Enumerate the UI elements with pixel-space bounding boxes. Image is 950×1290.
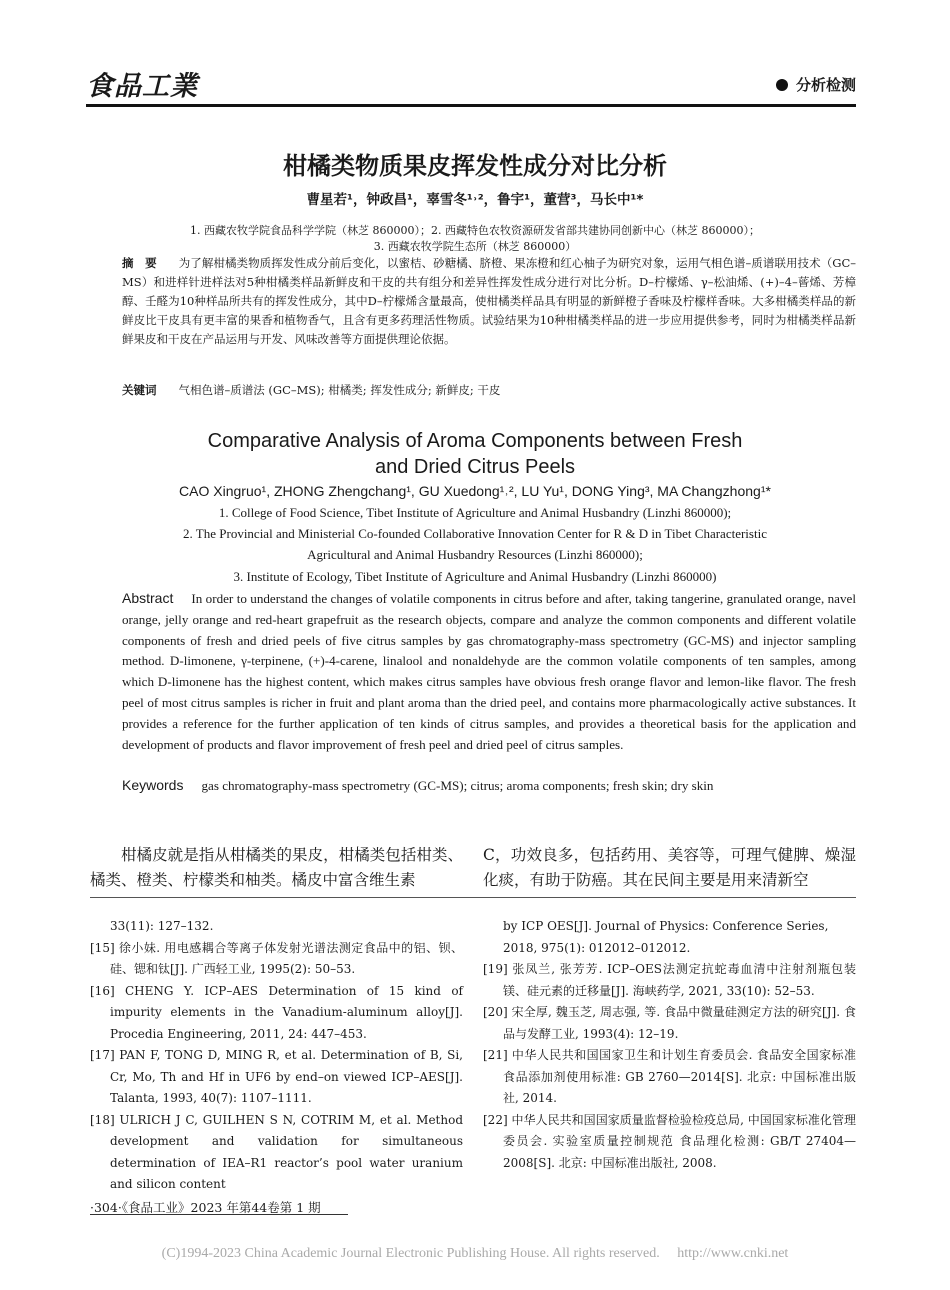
cn-affiliation-line2: 3. 西藏农牧学院生态所（林芝 860000） xyxy=(373,240,577,253)
journal-logo: 食品工業 xyxy=(86,71,198,102)
en-abstract-text: In order to understand the changes of volatile components in citrus before and after, taking tangerine, granulated orange, navel orange, jelly orange and red-heart grapefruit as the research objects, compare and analyze the common components and different volatile components of fresh and dried peels of five citrus samples by gas chromatography-mass spectrometry (GC-MS) and injector sampling method. D-limonene, γ-terpinene, (+)-4-carene, linalool and nonaldehyde are the common volatile components of ten samples, among which D-limonene has the highest content, which makes citrus samples have obvious fresh orange flavor and lemon-like flavor. The fresh peel of most citrus samples is richer in fruit and plant aroma than the dried peel, and contains more pharmacologically active substances. It provides a reference for the further application of ten kinds of citrus samples, and provides a theoretical basis for the application and development of products and flavor improvement of fresh peel and dried peel of citrus samples. xyxy=(122,591,856,752)
references-divider xyxy=(90,897,856,898)
section-tag xyxy=(776,74,856,95)
body-text-left: 柑橘皮就是指从柑橘类的果皮，柑橘类包括柑类、橘类、橙类、柠檬类和柚类。橘皮中富含维生素 xyxy=(90,846,463,889)
bullet-icon xyxy=(776,79,788,91)
en-keywords-label: Keywords xyxy=(122,777,184,793)
reference-item: [19] 张凤兰, 张芳芳. ICP–OES法测定抗蛇毒血清中注射剂瓶包装镁、硅元素的迁移量[J]. 海峡药学, 2021, 33(10): 52–53. xyxy=(483,962,856,998)
references-right xyxy=(483,916,856,1174)
reference-item: [15] 徐小妹. 用电感耦合等离子体发射光谱法测定食品中的铝、钡、硅、锶和钛[J]. 广西轻工业, 1995(2): 50–53. xyxy=(90,940,463,976)
cn-abstract-text: 为了解柑橘类物质挥发性成分前后变化，以蜜桔、砂糖橘、脐橙、果冻橙和红心柚子为研究对象，运用气相色谱–质谱联用技术（GC–MS）和进样针进样法对5种柑橘类样品新鲜皮和干皮的共有组分和差异性挥发性成分进行对比分析。D–柠檬烯、γ–松油烯、(+)–4–蒈烯、芳樟醇、壬醛为10种样品所共有的挥发性成分，其中D–柠檬烯含量最高，使柑橘类样品具有明显的新鲜橙子香味及柠檬样香味。大多柑橘类样品的新鲜皮比干皮具有更丰富的果香和植物香气，且含有更多药理活性物质。试验结果为10种柑橘类样品的进一步应用提供参考，同时为柑橘类样品新鲜果皮和干皮在产品运用与开发、风味改善等方面提供理论依据。 xyxy=(122,256,856,346)
copyright-notice: (C)1994-2023 China Academic Journal Electronic Publishing House. All rights reserved. http://www.cnki.net xyxy=(161,1246,789,1261)
en-affiliation-1: 1. College of Food Science, Tibet Institute of Agriculture and Animal Husbandry (Linzhi 860000); xyxy=(218,505,732,520)
header-rule xyxy=(86,104,856,107)
en-abstract-label: Abstract xyxy=(122,590,174,606)
footer-rule xyxy=(90,1214,348,1215)
cn-abstract-label: 摘 要 xyxy=(122,256,157,270)
cn-keywords-label: 关键词 xyxy=(122,383,157,397)
reference-item: [18] ULRICH J C, GUILHEN S N, COTRIM M, et al. Method development and validation for simultaneous determination of IEA–R1 reactor’s pool water uranium and silicon content xyxy=(90,1112,463,1191)
cn-affiliation-line1: 1. 西藏农牧学院食品科学学院（林芝 860000）；2. 西藏特色农牧资源研发省部共建协同创新中心（林芝 860000）； xyxy=(190,224,760,237)
en-abstract xyxy=(122,588,856,755)
en-affiliation-3: 3. Institute of Ecology, Tibet Institute of Agriculture and Animal Husbandry (Linzhi 860000) xyxy=(233,569,717,584)
en-title-line2: and Dried Citrus Peels xyxy=(374,456,576,478)
en-affiliation-2: 2. The Provincial and Ministerial Co-founded Collaborative Innovation Center for R & D in Tibet Characteristic xyxy=(183,526,767,541)
cn-authors: 曹星若¹，钟政昌¹，辜雪冬¹˒²，鲁宇¹，董营³，马长中¹* xyxy=(306,192,644,208)
page-footer: ·304·《食品工业》2023 年第44卷第 1 期 xyxy=(90,1200,321,1215)
cn-abstract xyxy=(122,254,856,349)
en-keywords-text: gas chromatography-mass spectrometry (GC-MS); citrus; aroma components; fresh skin; dry skin xyxy=(201,778,714,793)
reference-item: [16] CHENG Y. ICP–AES Determination of 15 kind of impurity elements in the Vanadium-aluminum alloy[J]. Procedia Engineering, 2011, 24: 447–453. xyxy=(90,983,463,1041)
reference-item: 33(11): 127–132. xyxy=(110,919,214,933)
en-keywords xyxy=(122,775,856,797)
cn-title: 柑橘类物质果皮挥发性成分对比分析 xyxy=(283,152,667,180)
references-left xyxy=(90,916,463,1196)
en-authors: CAO Xingruo¹, ZHONG Zhengchang¹, GU Xuedong¹˒², LU Yu¹, DONG Ying³, MA Changzhong¹* xyxy=(179,483,771,499)
cn-keywords-text: 气相色谱–质谱法 (GC–MS); 柑橘类; 挥发性成分; 新鲜皮; 干皮 xyxy=(178,383,501,397)
en-title-line1: Comparative Analysis of Aroma Components between Fresh xyxy=(207,430,743,452)
section-label: 分析检测 xyxy=(795,76,856,94)
reference-item: [21] 中华人民共和国国家卫生和计划生育委员会. 食品安全国家标准 食品添加剂使用标准: GB 2760—2014[S]. 北京: 中国标准出版社, 2014. xyxy=(483,1048,856,1105)
en-affiliation-2b: Agricultural and Animal Husbandry Resources (Linzhi 860000); xyxy=(307,547,643,562)
reference-item: [22] 中华人民共和国国家质量监督检验检疫总局, 中国国家标准化管理委员会. 实验室质量控制规范 食品理化检测: GB/T 27404—2008[S]. 北京: 中国标准出版社, 2008. xyxy=(483,1112,856,1170)
reference-item: [17] PAN F, TONG D, MING R, et al. Determination of B, Si, Cr, Mo, Th and Hf in UF6 by end–on viewed ICP–AES[J]. Talanta, 1993, 40(7): 1107–1111. xyxy=(90,1048,463,1105)
body-text-right: C，功效良多，包括药用、美容等，可理气健脾、燥湿化痰，有助于防癌。其在民间主要是用来清新空 xyxy=(483,846,856,889)
cn-keywords xyxy=(122,381,856,400)
reference-item: by ICP OES[J]. Journal of Physics: Conference Series, 2018, 975(1): 012012–012012. xyxy=(503,919,829,955)
reference-item: [20] 宋全厚, 魏玉芝, 周志强, 等. 食品中微量硅测定方法的研究[J]. 食品与发酵工业, 1993(4): 12–19. xyxy=(483,1005,856,1041)
